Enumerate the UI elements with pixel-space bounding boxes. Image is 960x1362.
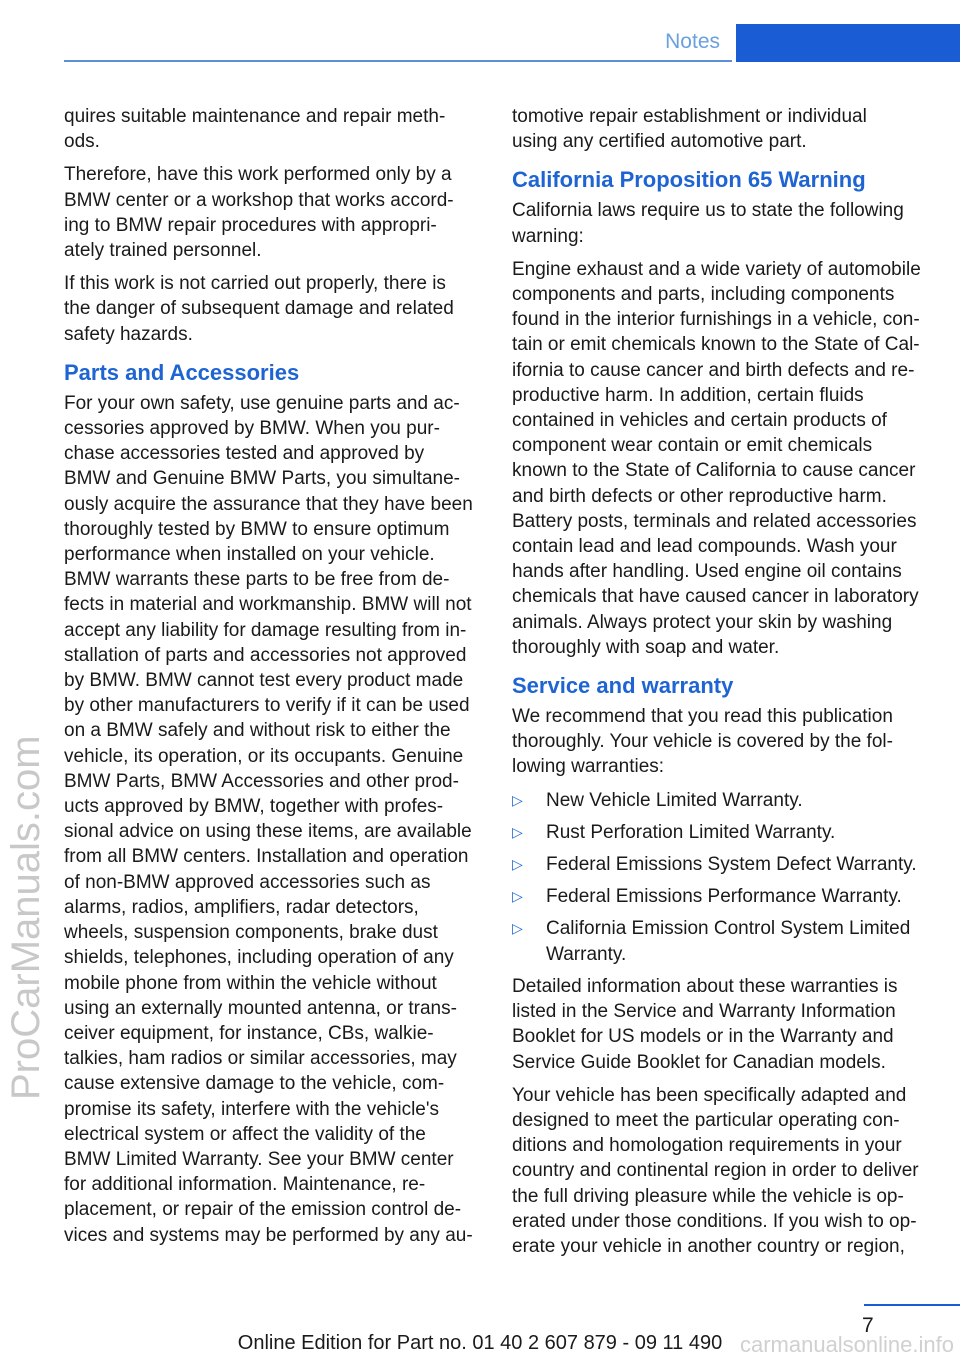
section-title: Notes <box>665 30 720 53</box>
warranty-list <box>512 788 930 967</box>
parts-accessories-body: For your own safety, use genuine parts and ac‐ cessories approved by BMW. When you pur‐ chase accessories tested and approved by BMW and Genuine BMW Parts, you simultane‐ ously acquire the assurance that they have been thoroughly tested by BMW to ensure optimum performance when installed on your vehicle. BMW warrants these parts to be free from de‐ fects in material and workmanship. BMW will not accept any liability for damage resulting from in‐ stallation of parts and accessories not approved by BMW. BMW cannot test every product made by other manufacturers to verify if it can be used on a BMW safely and without risk to either the vehicle, its operation, or its occupants. Genuine BMW Parts, BMW Accessories and other prod‐ ucts approved by BMW, together with profes‐ sional advice on using these items, are available from all BMW centers. Installation and operation of non-BMW approved accessories such as alarms, radios, amplifiers, radar detectors, wheels, suspension components, brake dust shields, telephones, including operation of any mobile phone from within the vehicle without using an externally mounted antenna, or trans‐ ceiver equipment, for instance, CBs, walkie- talkies, ham radios or similar accessories, may cause extensive damage to the vehicle, com‐ promise its safety, interfere with the vehicle's electrical system or affect the validity of the BMW Limited Warranty. See your BMW center for additional information. Maintenance, re‐ placement, or repair of the emission control de‐ vices and systems may be performed by any au‐ <box>64 392 473 1246</box>
side-watermark: ProCarManuals.com <box>4 735 48 1100</box>
service-paragraph-1: We recommend that you read this publication thoroughly. Your vehicle is covered by the fol‐ lowing warranties: <box>512 706 893 778</box>
list-item <box>512 852 930 877</box>
triangle-bullet-icon: ▷ <box>512 856 523 873</box>
footer-rule <box>864 1304 960 1306</box>
parts-accessories-heading: Parts and Accessories <box>64 359 300 385</box>
list-item <box>512 820 930 845</box>
page-number: 7 <box>862 1314 874 1337</box>
edition-footer: Online Edition for Part no. 01 40 2 607 879 - 09 11 490 <box>237 1332 723 1354</box>
continuation-paragraph: tomotive repair establishment or individual using any certified automotive part. <box>512 106 867 153</box>
triangle-bullet-icon: ▷ <box>512 791 523 808</box>
service-paragraph-2: Detailed information about these warranties is listed in the Service and Warranty Information Booklet for US models or in the Warranty and Service Guide Booklet for Canadian models. <box>512 975 898 1073</box>
footer-watermark: carmanualsonline.info <box>739 1332 954 1357</box>
list-item <box>512 884 930 909</box>
warranty-label: Federal Emissions System Defect Warranty. <box>546 854 917 876</box>
list-item <box>512 916 930 966</box>
intro-paragraph-3: If this work is not carried out properly, there is the danger of subsequent damage and related safety hazards. <box>64 273 454 345</box>
header-rule <box>64 60 732 62</box>
warranty-label: Federal Emissions Performance Warranty. <box>546 886 902 908</box>
warranty-label: California Emission Control System Limited Warranty. <box>546 918 911 965</box>
prop65-heading: California Proposition 65 Warning <box>512 167 866 193</box>
triangle-bullet-icon: ▷ <box>512 823 523 840</box>
right-column <box>512 104 930 1267</box>
left-column <box>64 104 482 1256</box>
header-tab <box>736 24 960 62</box>
list-item <box>512 788 930 813</box>
service-warranty-heading: Service and warranty <box>512 673 734 699</box>
triangle-bullet-icon: ▷ <box>512 888 523 905</box>
warranty-label: New Vehicle Limited Warranty. <box>546 789 803 811</box>
warranty-label: Rust Perforation Limited Warranty. <box>546 821 836 843</box>
intro-paragraph-1: quires suitable maintenance and repair meth‐ ods. <box>64 106 446 153</box>
service-paragraph-3: Your vehicle has been specifically adapted and designed to meet the particular operating con‐ ditions and homologation requirements in your country and continental region in order to deliver the full driving pleasure while the vehicle is op‐ erated under those conditions. If you wish to op‐ erate your vehicle in another country or region, <box>512 1084 919 1257</box>
triangle-bullet-icon: ▷ <box>512 920 523 937</box>
prop65-paragraph-2: Engine exhaust and a wide variety of automobile components and parts, including components found in the interior furnishings in a vehicle, con‐ tain or emit chemicals known to the State of Cal‐ ifornia to cause cancer and birth defects and re‐ productive harm. In addition, certain fluids contained in vehicles and certain products of component wear contain or emit chemicals known to the State of California to cause cancer and birth defects or other reproductive harm. Battery posts, terminals and related accessories contain lead and lead compounds. Wash your hands after handling. Used engine oil contains chemicals that have caused cancer in laboratory animals. Always protect your skin by washing thoroughly with soap and water. <box>512 258 921 658</box>
prop65-paragraph-1: California laws require us to state the following warning: <box>512 200 904 247</box>
intro-paragraph-2: Therefore, have this work performed only by a BMW center or a workshop that works accord‐ ing to BMW repair procedures with appropri‐ ately trained personnel. <box>64 164 454 262</box>
